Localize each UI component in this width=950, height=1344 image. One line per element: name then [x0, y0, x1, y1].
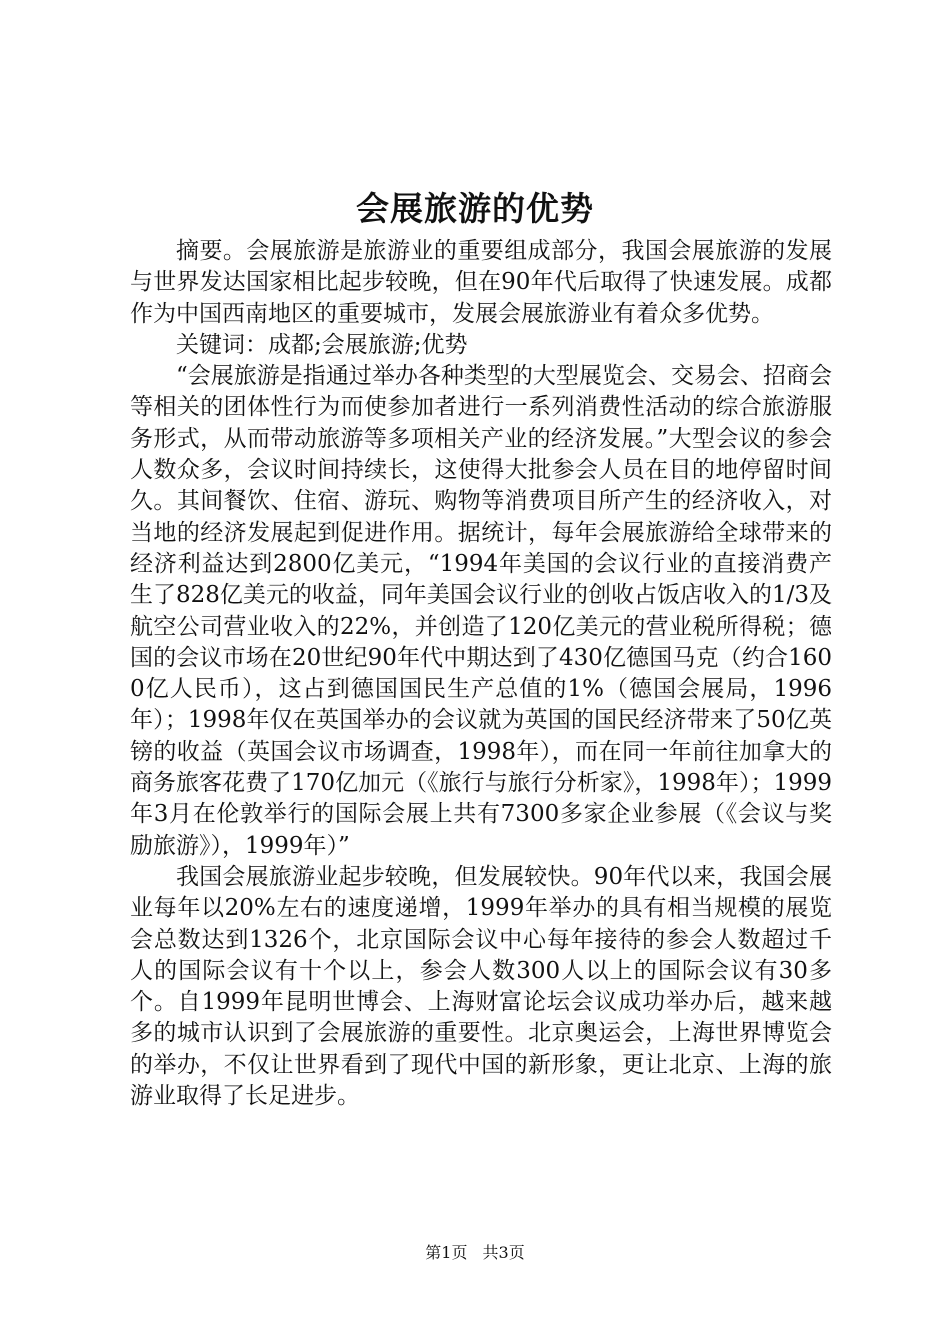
- body-paragraph: 我国会展旅游业起步较晚，但发展较快。90年代以来，我国会展业每年以20%左右的速度递增，1999年举办的具有相当规模的展览会总数达到1326个，北京国际会议中心每年接待的参会人数超过千人的国际会议有十个以上，参会人数300人以上的国际会议有30多个。自1999年昆明世博会、上海财富论坛会议成功举办后，越来越多的城市认识到了会展旅游的重要性。北京奥运会，上海世界博览会的举办，不仅让世界看到了现代中国的新形象，更让北京、上海的旅游业取得了长足进步。: [130, 863, 832, 1110]
- page-number: 第1页: [425, 1243, 468, 1262]
- body-paragraph: “会展旅游是指通过举办各种类型的大型展览会、交易会、招商会等相关的团体性行为而使参加者进行一系列消费性活动的综合旅游服务形式，从而带动旅游等多项相关产业的经济发展。”大型会议的参会人数众多，会议时间持续长，这使得大批参会人员在目的地停留时间久。其间餐饮、住宿、游玩、购物等消费项目所产生的经济收入，对当地的经济发展起到促进作用。据统计，每年会展旅游给全球带来的经济利益达到2800亿美元，“1994年美国的会议行业的直接消费产生了828亿美元的收益，同年美国会议行业的创收占饭店收入的1/3及航空公司营业收入的22%，并创造了120亿美元的营业税所得税；德国的会议市场在20世纪90年代中期达到了430亿德国马克（约合1600亿人民币），这占到德国国民生产总值的1%（德国会展局，1996年）；1998年仅在英国举办的会议就为英国的国民经济带来了50亿英镑的收益（英国会议市场调查，1998年），而在同一年前往加拿大的商务旅客花费了170亿加元（《旅行与旅行分析家》，1998年）；1999年3月在伦敦举行的国际会展上共有7300多家企业参展（《会议与奖励旅游》），1999年）”: [130, 363, 832, 859]
- document-title: 会展旅游的优势: [356, 189, 594, 228]
- page-total: 共3页: [482, 1243, 525, 1262]
- document-body: [130, 236, 832, 1112]
- page-footer: [0, 1242, 950, 1264]
- abstract-paragraph: 摘要。会展旅游是旅游业的重要组成部分，我国会展旅游的发展与世界发达国家相比起步较晚，但在90年代后取得了快速发展。成都作为中国西南地区的重要城市，发展会展旅游业有着众多优势。: [130, 238, 832, 327]
- keywords-paragraph: 关键词：成都;会展旅游;优势: [176, 331, 468, 358]
